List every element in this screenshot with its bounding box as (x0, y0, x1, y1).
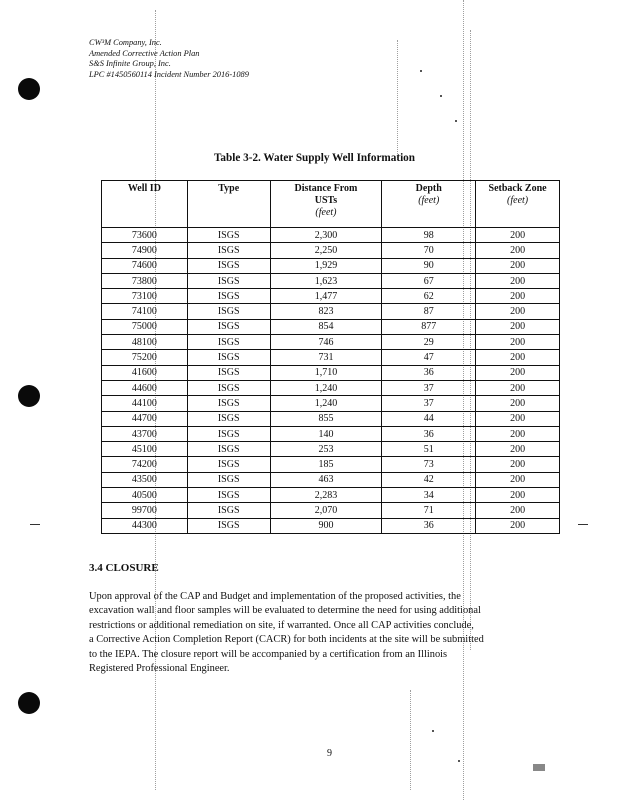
cell-well-id: 45100 (102, 442, 188, 457)
table-row (102, 411, 560, 426)
table-row (102, 243, 560, 258)
table-row (102, 304, 560, 319)
cell-well-id: 44700 (102, 411, 188, 426)
cell-setback: 200 (476, 243, 560, 258)
header-distance-line2: USTs (314, 195, 338, 206)
cell-well-id: 74100 (102, 304, 188, 319)
cell-depth: 29 (382, 335, 476, 350)
paragraph-line: a Corrective Action Completion Report (CACR) for both incidents at the site will be submitted (89, 634, 484, 646)
cell-distance: 253 (270, 442, 382, 457)
cell-distance: 1,240 (270, 380, 382, 395)
cell-depth: 73 (382, 457, 476, 472)
cell-setback: 200 (476, 518, 560, 533)
table-row (102, 488, 560, 503)
cell-well-id: 73600 (102, 228, 188, 243)
cell-depth: 67 (382, 273, 476, 288)
cell-setback: 200 (476, 335, 560, 350)
header-distance (270, 181, 382, 228)
table-row (102, 518, 560, 533)
table-row (102, 258, 560, 273)
table-header-row (102, 181, 560, 228)
cell-well-id: 74200 (102, 457, 188, 472)
table-row (102, 335, 560, 350)
margin-mark-left (30, 524, 40, 525)
cell-type: ISGS (187, 411, 270, 426)
cell-depth: 877 (382, 319, 476, 334)
paragraph-line: Upon approval of the CAP and Budget and implementation of the proposed activities, the (89, 591, 461, 602)
cell-depth: 34 (382, 488, 476, 503)
cell-distance: 1,623 (270, 273, 382, 288)
header-type (187, 181, 270, 228)
cell-type: ISGS (187, 289, 270, 304)
table-row (102, 380, 560, 395)
cell-well-id: 73100 (102, 289, 188, 304)
cell-distance: 746 (270, 335, 382, 350)
cell-distance: 1,929 (270, 258, 382, 273)
document-header (89, 38, 249, 80)
cell-type: ISGS (187, 258, 270, 273)
page-number: 9 (327, 748, 332, 759)
cell-depth: 47 (382, 350, 476, 365)
cell-setback: 200 (476, 380, 560, 395)
cell-setback: 200 (476, 350, 560, 365)
cell-depth: 44 (382, 411, 476, 426)
cell-distance: 1,240 (270, 396, 382, 411)
paragraph-line: excavation wall and floor samples will be evaluated to determine the need for using additional (89, 605, 481, 617)
cell-type: ISGS (187, 304, 270, 319)
cell-distance: 823 (270, 304, 382, 319)
cell-well-id: 74600 (102, 258, 188, 273)
cell-depth: 42 (382, 472, 476, 487)
cell-setback: 200 (476, 472, 560, 487)
cell-type: ISGS (187, 396, 270, 411)
header-setback-unit: (feet) (507, 195, 529, 206)
header-distance-line1: Distance From (294, 183, 358, 194)
table-row (102, 457, 560, 472)
cell-distance: 2,283 (270, 488, 382, 503)
table-row (102, 426, 560, 441)
table-row (102, 289, 560, 304)
cell-distance: 900 (270, 518, 382, 533)
header-site: S&S Infinite Group, Inc. (89, 59, 171, 68)
scan-speck (432, 730, 434, 732)
cell-depth: 90 (382, 258, 476, 273)
cell-type: ISGS (187, 319, 270, 334)
cell-type: ISGS (187, 503, 270, 518)
cell-distance: 731 (270, 350, 382, 365)
punch-hole-bottom (18, 692, 40, 714)
scan-stamp-mark (533, 764, 545, 771)
cell-setback: 200 (476, 411, 560, 426)
cell-well-id: 41600 (102, 365, 188, 380)
cell-well-id: 43700 (102, 426, 188, 441)
table-row (102, 442, 560, 457)
cell-well-id: 48100 (102, 335, 188, 350)
cell-type: ISGS (187, 426, 270, 441)
cell-type: ISGS (187, 488, 270, 503)
cell-setback: 200 (476, 488, 560, 503)
cell-type: ISGS (187, 442, 270, 457)
cell-well-id: 43500 (102, 472, 188, 487)
scan-noise-line (397, 40, 398, 160)
cell-type: ISGS (187, 380, 270, 395)
table-body (102, 228, 560, 534)
scan-speck (455, 120, 457, 122)
punch-hole-middle (18, 385, 40, 407)
cell-setback: 200 (476, 319, 560, 334)
table-caption: Table 3-2. Water Supply Well Information (214, 152, 415, 164)
cell-well-id: 44100 (102, 396, 188, 411)
cell-setback: 200 (476, 457, 560, 472)
cell-depth: 36 (382, 365, 476, 380)
cell-well-id: 74900 (102, 243, 188, 258)
cell-well-id: 73800 (102, 273, 188, 288)
margin-mark-right (578, 524, 588, 525)
header-depth-unit: (feet) (418, 195, 440, 206)
table-row (102, 350, 560, 365)
header-depth (382, 181, 476, 228)
header-setback (476, 181, 560, 228)
cell-depth: 70 (382, 243, 476, 258)
cell-depth: 37 (382, 396, 476, 411)
header-depth-label: Depth (415, 183, 442, 194)
cell-setback: 200 (476, 442, 560, 457)
table-row (102, 228, 560, 243)
header-company: CW³M Company, Inc. (89, 38, 162, 47)
paragraph-line: to the IEPA. The closure report will be accompanied by a certification from an Illinois (89, 648, 448, 660)
scan-speck (440, 95, 442, 97)
cell-distance: 2,300 (270, 228, 382, 243)
cell-distance: 854 (270, 319, 382, 334)
table-row (102, 365, 560, 380)
cell-setback: 200 (476, 426, 560, 441)
header-type-label: Type (218, 183, 240, 194)
paragraph-line: restrictions or additional remediation on site, if warranted. Once all CAP activities conclude, (89, 619, 474, 631)
cell-well-id: 75000 (102, 319, 188, 334)
paragraph-line: Registered Professional Engineer. (89, 663, 230, 675)
table-row (102, 273, 560, 288)
cell-depth: 87 (382, 304, 476, 319)
cell-depth: 98 (382, 228, 476, 243)
cell-type: ISGS (187, 350, 270, 365)
header-well-id-label: Well ID (127, 183, 161, 194)
cell-type: ISGS (187, 472, 270, 487)
cell-depth: 71 (382, 503, 476, 518)
header-incident: LPC #1450560114 Incident Number 2016-1089 (89, 69, 249, 79)
cell-well-id: 75200 (102, 350, 188, 365)
scan-speck (420, 70, 422, 72)
cell-type: ISGS (187, 518, 270, 533)
header-well-id (102, 181, 188, 228)
table-row (102, 503, 560, 518)
cell-type: ISGS (187, 335, 270, 350)
punch-hole-top (18, 78, 40, 100)
water-supply-well-table (101, 180, 560, 534)
cell-depth: 36 (382, 518, 476, 533)
table-row (102, 396, 560, 411)
cell-well-id: 44600 (102, 380, 188, 395)
cell-setback: 200 (476, 228, 560, 243)
cell-type: ISGS (187, 457, 270, 472)
cell-setback: 200 (476, 258, 560, 273)
cell-distance: 2,070 (270, 503, 382, 518)
cell-distance: 185 (270, 457, 382, 472)
cell-well-id: 99700 (102, 503, 188, 518)
cell-setback: 200 (476, 503, 560, 518)
cell-distance: 1,710 (270, 365, 382, 380)
cell-distance: 855 (270, 411, 382, 426)
scan-speck (458, 760, 460, 762)
cell-type: ISGS (187, 228, 270, 243)
cell-setback: 200 (476, 289, 560, 304)
cell-setback: 200 (476, 273, 560, 288)
cell-well-id: 40500 (102, 488, 188, 503)
cell-well-id: 44300 (102, 518, 188, 533)
scan-noise-line (410, 690, 411, 790)
cell-depth: 37 (382, 380, 476, 395)
cell-depth: 51 (382, 442, 476, 457)
cell-depth: 62 (382, 289, 476, 304)
header-distance-unit: (feet) (315, 207, 337, 218)
section-heading: 3.4 CLOSURE (89, 562, 159, 574)
cell-type: ISGS (187, 243, 270, 258)
header-plan: Amended Corrective Action Plan (89, 48, 200, 58)
cell-type: ISGS (187, 365, 270, 380)
cell-setback: 200 (476, 365, 560, 380)
table-row (102, 319, 560, 334)
cell-distance: 140 (270, 426, 382, 441)
cell-distance: 1,477 (270, 289, 382, 304)
cell-type: ISGS (187, 273, 270, 288)
cell-depth: 36 (382, 426, 476, 441)
cell-distance: 2,250 (270, 243, 382, 258)
table-row (102, 472, 560, 487)
cell-setback: 200 (476, 304, 560, 319)
cell-setback: 200 (476, 396, 560, 411)
cell-distance: 463 (270, 472, 382, 487)
closure-paragraph (89, 590, 579, 676)
header-setback-label: Setback Zone (488, 183, 547, 194)
